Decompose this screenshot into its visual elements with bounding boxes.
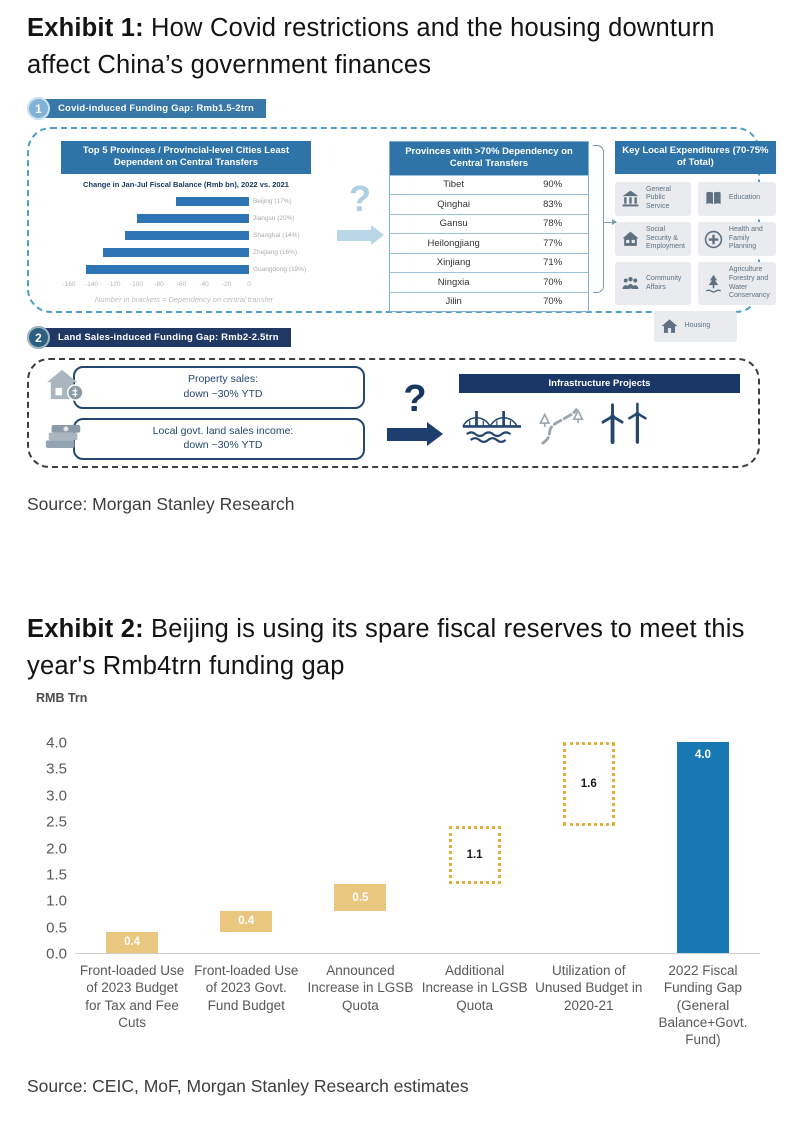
bridge-icon: [461, 405, 523, 449]
province-name: Qinghai: [437, 198, 471, 210]
expenditure-item: [698, 222, 776, 256]
chart-bar-slot: [303, 743, 417, 953]
question-mark-dark: ?: [403, 378, 427, 420]
agriculture-tree-icon: [704, 274, 723, 293]
land-income-box: [73, 418, 365, 460]
dependency-percent: 70%: [543, 296, 563, 308]
chart-bar: [220, 911, 272, 932]
wind-turbines-icon: [597, 402, 651, 451]
infrastructure-icons: [459, 402, 740, 451]
money-stack-icon: [43, 421, 85, 457]
chart-bar-slot: [75, 743, 189, 953]
dependency-table: [389, 141, 589, 312]
bar-value-label: 4.0: [694, 749, 711, 761]
expenditure-label: Agriculture Forestry and Water Conservancy: [728, 266, 770, 300]
dependency-percent: 70%: [543, 276, 563, 288]
bracket-icon: [593, 145, 604, 293]
dependency-percent: 77%: [543, 237, 563, 249]
property-sales-line2: down ~30% YTD: [183, 387, 263, 400]
section-spacer: [27, 515, 760, 611]
table-row: [390, 272, 588, 292]
y-tick-label: 3.0: [46, 787, 67, 805]
exhibit2-title: [27, 611, 760, 685]
question-mark: ?: [349, 178, 371, 219]
infrastructure-header: Infrastructure Projects: [459, 374, 740, 393]
dependency-percent: 83%: [543, 198, 563, 210]
province-name: Tibet: [443, 179, 465, 191]
expenditure-item: [698, 262, 776, 305]
provinces-chart-column: [41, 141, 331, 303]
expenditure-label: Housing: [684, 322, 711, 330]
mini-bar-row: [69, 227, 331, 244]
covid-funding-gap-panel: [27, 127, 770, 330]
category-label: Additional Increase in LGSB Quota: [421, 963, 528, 1013]
chart-bar-slot: [532, 743, 646, 953]
exhibit1-title-prefix: Exhibit 1:: [27, 14, 144, 42]
covid-funding-gap-badge: [27, 97, 760, 120]
land-sales-gap-panel: [27, 358, 760, 468]
land-sales-gap-label: Land Sales-induced Funding Gap: Rmb2-2.5trn: [44, 328, 291, 347]
social-security-icon: [621, 230, 640, 249]
table-row: [390, 253, 588, 273]
x-tick-label: -20: [221, 280, 232, 288]
mini-bar-row: [69, 261, 331, 278]
land-income-row: [43, 418, 365, 460]
expenditure-label: Community Affairs: [646, 274, 682, 291]
province-bar: [86, 265, 249, 274]
exhibit2-source: Source: CEIC, MoF, Morgan Stanley Research estimates: [27, 1076, 469, 1097]
x-tick-label: -80: [154, 280, 164, 288]
province-bar-label: Zhejiang (16%): [253, 248, 298, 256]
chart-bar-slot: [646, 743, 760, 953]
expenditure-item: [654, 311, 738, 342]
mini-chart-title: Change in Jan-Jul Fiscal Balance (Rmb bn), 2022 vs. 2021: [83, 179, 289, 189]
mini-bar-row: [69, 244, 331, 261]
expenditure-label: General Public Service: [646, 185, 671, 211]
y-tick-label: 1.0: [46, 892, 67, 910]
bar-value-label: 0.4: [124, 936, 141, 949]
expenditure-item: [698, 182, 776, 216]
province-bar-label: Beijing (17%): [253, 197, 292, 205]
expenditure-item: [615, 222, 691, 256]
y-tick-label: 1.5: [46, 866, 67, 884]
chart-bar: [106, 932, 158, 953]
y-tick-label: 2.0: [46, 840, 67, 857]
y-axis-unit-label: RMB Trn: [36, 691, 88, 705]
exhibit2-title-prefix: Exhibit 2:: [27, 615, 144, 643]
table-row: [390, 175, 588, 195]
badge-number-2: 2: [27, 326, 50, 349]
province-bar: [103, 248, 249, 257]
chart-plot-area: [75, 743, 760, 954]
province-name: Jilin: [445, 296, 462, 308]
dependency-table-rows: [390, 175, 588, 312]
house-icon: [660, 317, 679, 336]
x-axis-category-labels: [75, 962, 760, 1048]
province-name: Heilongjiang: [427, 237, 480, 249]
table-row: [390, 292, 588, 312]
category-label: 2022 Fiscal Funding Gap (General Balance+Govt. Fund): [658, 963, 748, 1048]
funding-gap-chart: [27, 734, 760, 963]
land-income-line2: down ~30% YTD: [183, 439, 263, 452]
province-name: Xinjiang: [436, 257, 471, 269]
expenditures-grid: [615, 182, 776, 343]
chart-bar: [563, 742, 615, 826]
y-tick-label: 4.0: [46, 734, 67, 752]
y-axis-ticks: [27, 734, 75, 963]
government-building-icon: [621, 189, 640, 208]
expenditure-label: Social Security & Employment: [646, 225, 685, 251]
exhibit1-title: [27, 10, 760, 84]
province-name: Gansu: [439, 218, 468, 230]
expenditure-label: Education: [728, 194, 761, 202]
y-tick-label: 0.5: [46, 919, 67, 937]
y-tick-label: 3.5: [46, 760, 67, 778]
y-tick-label: 0.0: [46, 945, 67, 963]
chart-bar: [449, 826, 501, 884]
bar-value-label: 1.1: [466, 849, 483, 862]
expenditures-header: Key Local Expenditures (70-75% of Total): [615, 141, 776, 174]
category-label: Utilization of Unused Budget in 2020-21: [535, 963, 643, 1013]
table-row: [390, 214, 588, 234]
category-label: Announced Increase in LGSB Quota: [307, 963, 414, 1013]
navy-right-arrow-icon: [387, 422, 443, 446]
expenditures-column: [615, 141, 776, 330]
province-bar: [176, 197, 249, 206]
question-arrow-column: [331, 123, 389, 303]
province-name: Ningxia: [437, 276, 470, 288]
chart-bar-slot: [418, 743, 532, 953]
health-cross-icon: [704, 230, 723, 249]
badge-number-1: 1: [27, 97, 50, 120]
mini-chart-x-axis: [62, 280, 251, 290]
property-sales-line1: Property sales:: [187, 373, 259, 386]
mini-bar-row: [69, 210, 331, 227]
property-sales-row: [43, 366, 365, 408]
category-label: Front-loaded Use of 2023 Govt. Fund Budget: [194, 963, 299, 1013]
table-row: [390, 194, 588, 214]
table-row: [390, 233, 588, 253]
mini-bar-row: [69, 193, 331, 210]
infrastructure-column: [459, 374, 740, 451]
dependency-percent: 78%: [543, 218, 563, 230]
chart-bar: [677, 742, 729, 953]
expenditure-item: [615, 262, 691, 305]
expenditure-item: [615, 182, 691, 216]
land-question-arrow: [387, 380, 443, 446]
category-label: Front-loaded Use of 2023 Budget for Tax and Fee Cuts: [79, 963, 185, 1030]
community-people-icon: [621, 274, 640, 293]
expenditure-label: Health and Family Planning: [728, 225, 763, 251]
x-tick-label: -100: [129, 280, 144, 288]
provinces-chart-header: Top 5 Provinces / Provincial-level Cities Least Dependent on Central Transfers: [61, 141, 310, 174]
land-income-line1: Local govt. land sales income:: [152, 424, 294, 437]
province-bar: [125, 231, 249, 240]
y-tick-label: 2.5: [46, 813, 67, 831]
x-tick-label: -120: [107, 280, 121, 288]
exhibit2-title-text: Beijing is using its spare fiscal reserves to meet this year's Rmb4trn funding gap: [27, 615, 745, 680]
province-bar-label: Shanghai (14%): [253, 231, 300, 239]
right-arrow-icon: [337, 225, 384, 245]
x-tick-label: -60: [176, 280, 187, 288]
exhibit1-title-text: How Covid restrictions and the housing downturn affect China’s government finances: [27, 14, 715, 79]
province-bar-label: Jiangsu (20%): [253, 214, 295, 222]
bracket-connector: [589, 141, 613, 303]
province-bar-label: Guangdong (19%): [253, 265, 307, 273]
land-sales-boxes: [43, 366, 365, 460]
mini-bar-chart: [41, 193, 331, 278]
chart-bar-slot: [189, 743, 303, 953]
covid-funding-gap-label: Covid-induced Funding Gap: Rmb1.5-2trn: [44, 99, 266, 118]
x-tick-label: -160: [62, 280, 76, 288]
book-icon: [704, 189, 723, 208]
x-tick-label: -40: [199, 280, 209, 288]
mini-chart-caption: Number in brackets = Dependency on central transfer: [94, 294, 274, 304]
x-tick-label: 0: [247, 280, 251, 288]
road-trees-icon: [535, 403, 585, 450]
property-house-icon: [43, 368, 85, 407]
x-tick-label: -140: [84, 280, 99, 288]
exhibit1-source: Source: Morgan Stanley Research: [27, 494, 295, 514]
bar-value-label: 1.6: [580, 778, 597, 791]
bracket-arrow-icon: [604, 222, 612, 223]
dependency-percent: 90%: [543, 179, 563, 191]
dependency-table-header: Provinces with >70% Dependency on Central Transfers: [390, 142, 588, 175]
chart-bar: [334, 884, 386, 910]
bar-value-label: 0.5: [352, 891, 369, 904]
province-bar: [137, 214, 250, 223]
property-sales-box: [73, 366, 365, 408]
dependency-percent: 71%: [543, 257, 563, 269]
bar-value-label: 0.4: [238, 915, 255, 928]
